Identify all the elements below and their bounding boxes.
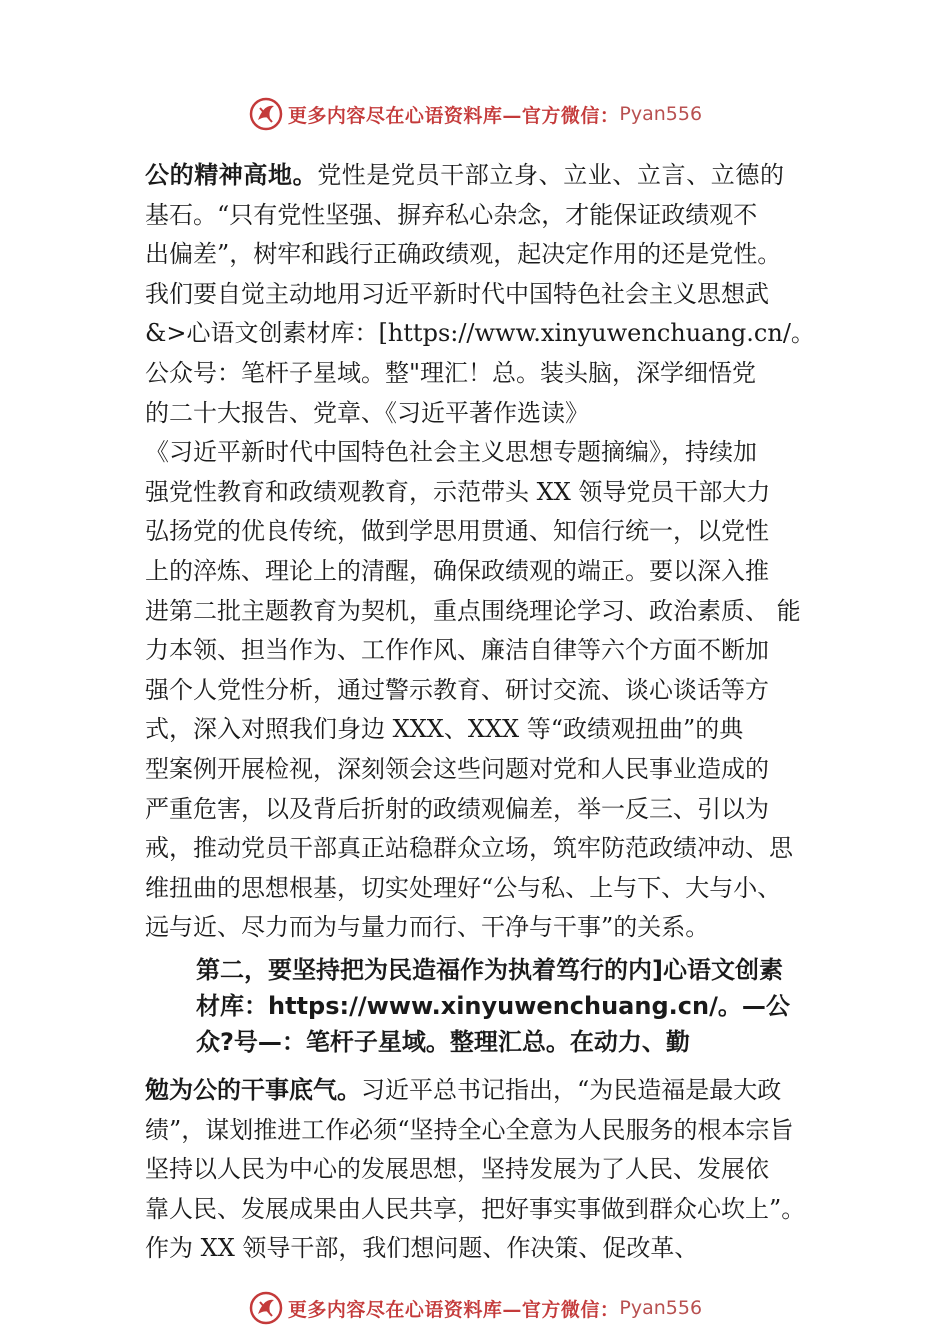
- text-line: 《习近平新时代中国特色社会主义思想专题摘编》，持续加: [145, 438, 757, 467]
- text-line: 式，深入对照我们身边 XXX、XXX 等“政绩观扭曲”的典: [145, 715, 744, 744]
- text-line: [145, 1071, 845, 1111]
- text-segment: 习近平总书记指出，“为民造福是最大政: [361, 1076, 782, 1104]
- header-banner: [0, 94, 950, 134]
- text-line: 出偏差”，树牢和践行正确政绩观，起决定作用的还是党性。: [145, 240, 782, 269]
- section-heading-2: [196, 952, 856, 1060]
- text-line: 强党性教育和政绩观教育，示范带头 XX 领导党员干部大力: [145, 477, 771, 506]
- text-line: [145, 156, 845, 196]
- banner-text: 更多内容尽在心语资料库—官方微信：: [287, 104, 620, 127]
- seal-logo-icon: [248, 96, 284, 132]
- text-line: &>心语文创素材库：[https://www.xinyuwenchuang.cn/。: [145, 319, 815, 348]
- text-line: 型案例开展检视，深刻领会这些问题对党和人民事业造成的: [145, 754, 769, 783]
- text-line: 戒，推动党员干部真正站稳群众立场，筑牢防范政绩冲动、思: [145, 834, 793, 863]
- seal-logo-icon: [248, 1290, 284, 1326]
- paragraph-2: [145, 1071, 845, 1269]
- text-line: 的二十大报告、党章、《习近平著作选读》: [145, 398, 589, 427]
- heading-line: 材库：https://www.xinyuwenchuang.cn/。—公: [196, 992, 790, 1020]
- text-line: 严重危害，以及背后折射的政绩观偏差，举一反三、引以为: [145, 794, 769, 823]
- footer-banner: [0, 1288, 950, 1328]
- text-line: 公众号：笔杆子星域。整"理汇！总。装头脑，深学细悟党: [145, 358, 757, 387]
- text-line: 弘扬党的优良传统，做到学思用贯通、知信行统一，以党性: [145, 517, 769, 546]
- paragraph-lead: 公的精神高地。: [145, 161, 318, 189]
- text-line: 作为 XX 领导干部，我们想问题、作决策、促改革、: [145, 1234, 699, 1263]
- paragraph-lead: 勉为公的干事底气。: [145, 1076, 361, 1104]
- heading-line: 第二，要坚持把为民造福作为执着笃行的内]心语文创素: [196, 956, 783, 984]
- text-line: 我们要自觉主动地用习近平新时代中国特色社会主义思想武: [145, 279, 769, 308]
- text-line: 力本领、担当作为、工作作风、廉洁自律等六个方面不断加: [145, 636, 769, 665]
- banner-wechat-id: Pyan556: [619, 1297, 703, 1319]
- text-line: 维扭曲的思想根基，切实处理好“公与私、上与下、大与小、: [145, 873, 782, 902]
- banner-wechat-id: Pyan556: [619, 103, 703, 125]
- text-line: 绩”，谋划推进工作必须“坚持全心全意为人民服务的根本宗旨: [145, 1115, 794, 1144]
- text-line: 上的淬炼、理论上的清醒，确保政绩观的端正。要以深入推: [145, 556, 769, 585]
- banner-text: 更多内容尽在心语资料库—官方微信：: [287, 1298, 620, 1321]
- heading-line: 众?号—：笔杆子星域。整理汇总。在动力、勤: [196, 1028, 690, 1056]
- text-line: 坚持以人民为中心的发展思想，坚持发展为了人民、发展依: [145, 1155, 769, 1184]
- text-line: 强个人党性分析，通过警示教育、研讨交流、谈心谈话等方: [145, 675, 769, 704]
- paragraph-1: [145, 156, 845, 948]
- text-line: 靠人民、发展成果由人民共享，把好事实事做到群众心坎上”。: [145, 1194, 806, 1223]
- text-line: 基石。“只有党性坚强、摒弃私心杂念，才能保证政绩观不: [145, 200, 758, 229]
- text-line: 远与近、尽力而为与量力而行、干净与干事”的关系。: [145, 913, 710, 942]
- text-segment: 党性是党员干部立身、立业、立言、立德的: [317, 161, 785, 189]
- text-line: 进第二批主题教育为契机，重点围绕理论学习、政治素质、 能: [145, 596, 801, 625]
